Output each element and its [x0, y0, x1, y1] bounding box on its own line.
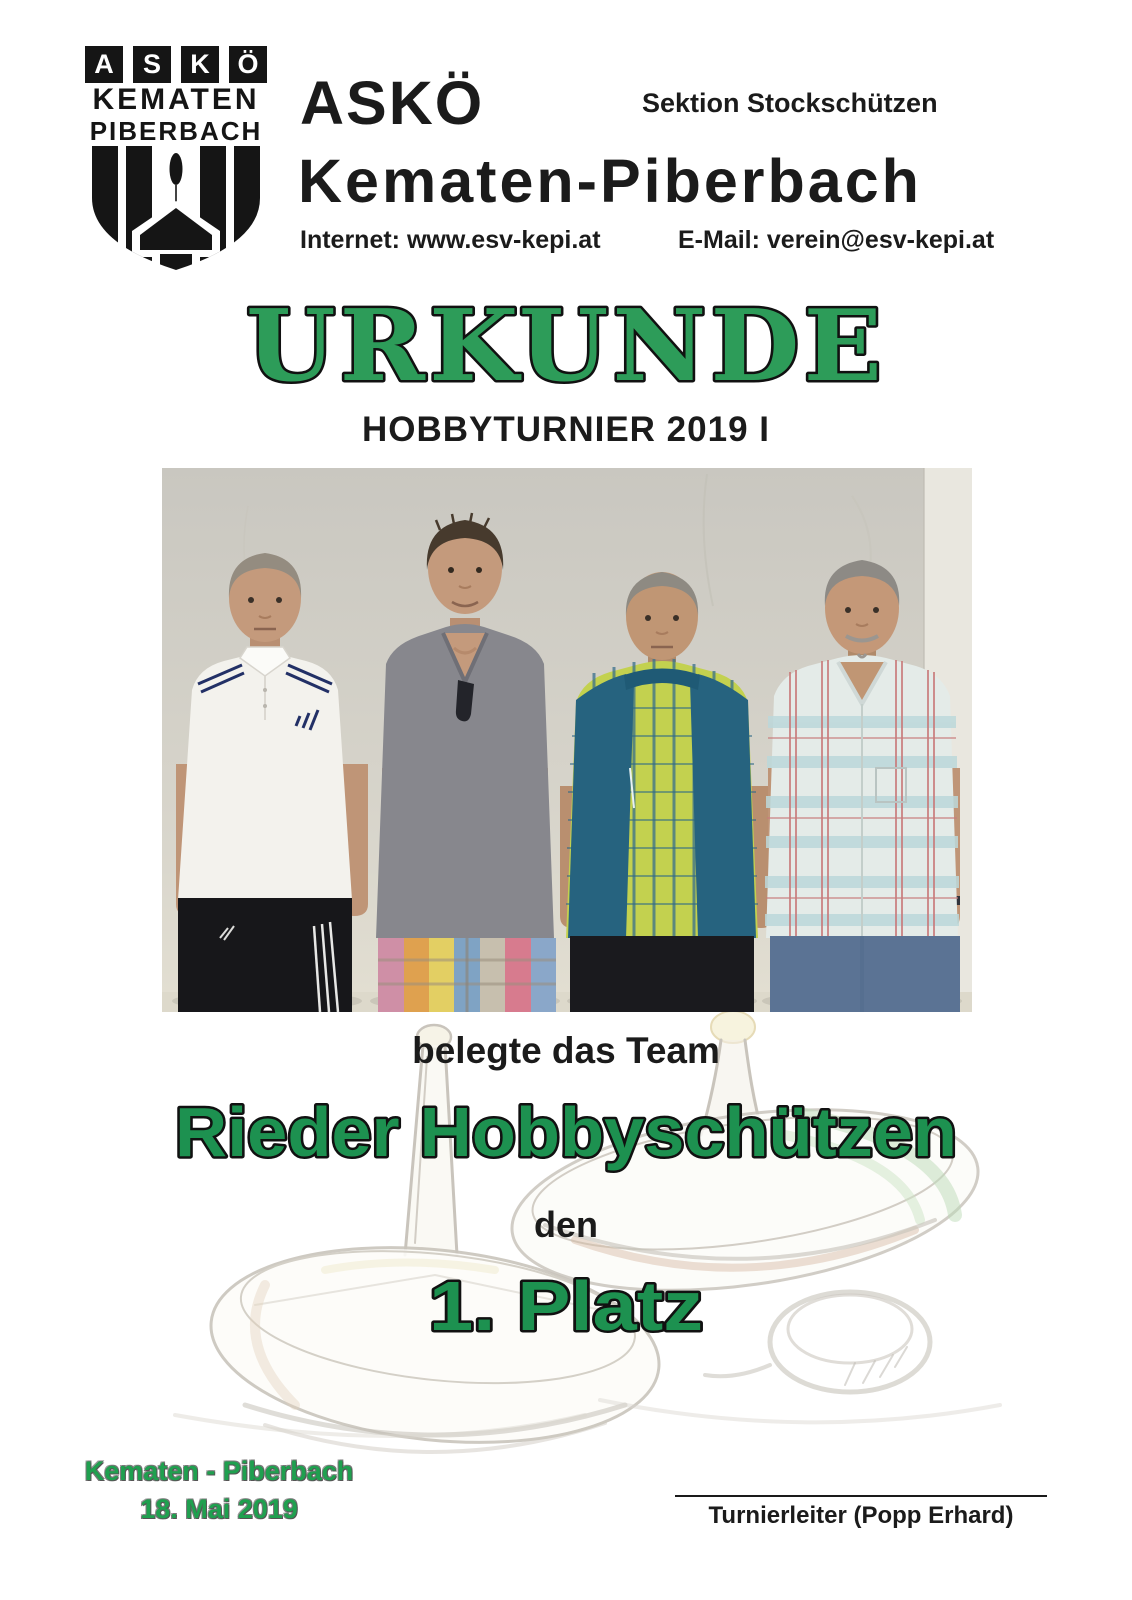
crest-letter: K [190, 49, 210, 79]
rank [0, 1258, 1132, 1358]
crest-shield-icon [85, 146, 267, 280]
tournament-subtitle: HOBBYTURNIER 2019 I [362, 410, 770, 449]
crest-letter-box [133, 46, 171, 83]
event-date: 18. Mai 2019 [140, 1494, 298, 1524]
team-name [0, 1084, 1132, 1184]
team-photo [162, 468, 972, 1012]
crest-word-piberbach: PIBERBACH [89, 116, 263, 146]
crest-letter-box [181, 46, 219, 83]
certificate-title-text: URKUNDE [246, 289, 886, 404]
header-email: E-Mail: verein@esv-kepi.at [678, 226, 995, 254]
award-line-2: den [533, 1204, 598, 1245]
header-internet: Internet: www.esv-kepi.at [300, 226, 601, 254]
team-name-text: Rieder Hobbyschützen [175, 1093, 957, 1171]
club-crest [85, 46, 267, 280]
header-org: ASKÖ [300, 69, 485, 137]
signature-label: Turnierleiter (Popp Erhard) [708, 1502, 1014, 1529]
event-place: Kematen - Piberbach [84, 1456, 354, 1486]
event-place-date [78, 1456, 360, 1525]
crest-letter-box [229, 46, 267, 83]
certificate-title [0, 288, 1132, 406]
crest-letter: S [142, 49, 161, 79]
award-line-1: belegte das Team [412, 1030, 720, 1071]
crest-word-kematen: KEMATEN [92, 83, 260, 116]
rank-text: 1. Platz [429, 1267, 703, 1345]
crest-letter-box [85, 46, 123, 83]
crest-letter-row [85, 46, 267, 83]
header-section: Sektion Stockschützen [642, 88, 938, 118]
header-club: Kematen-Piberbach [298, 147, 922, 215]
signature-line [675, 1495, 1047, 1497]
crest-letter: A [94, 49, 114, 79]
crest-letter: Ö [237, 49, 259, 79]
